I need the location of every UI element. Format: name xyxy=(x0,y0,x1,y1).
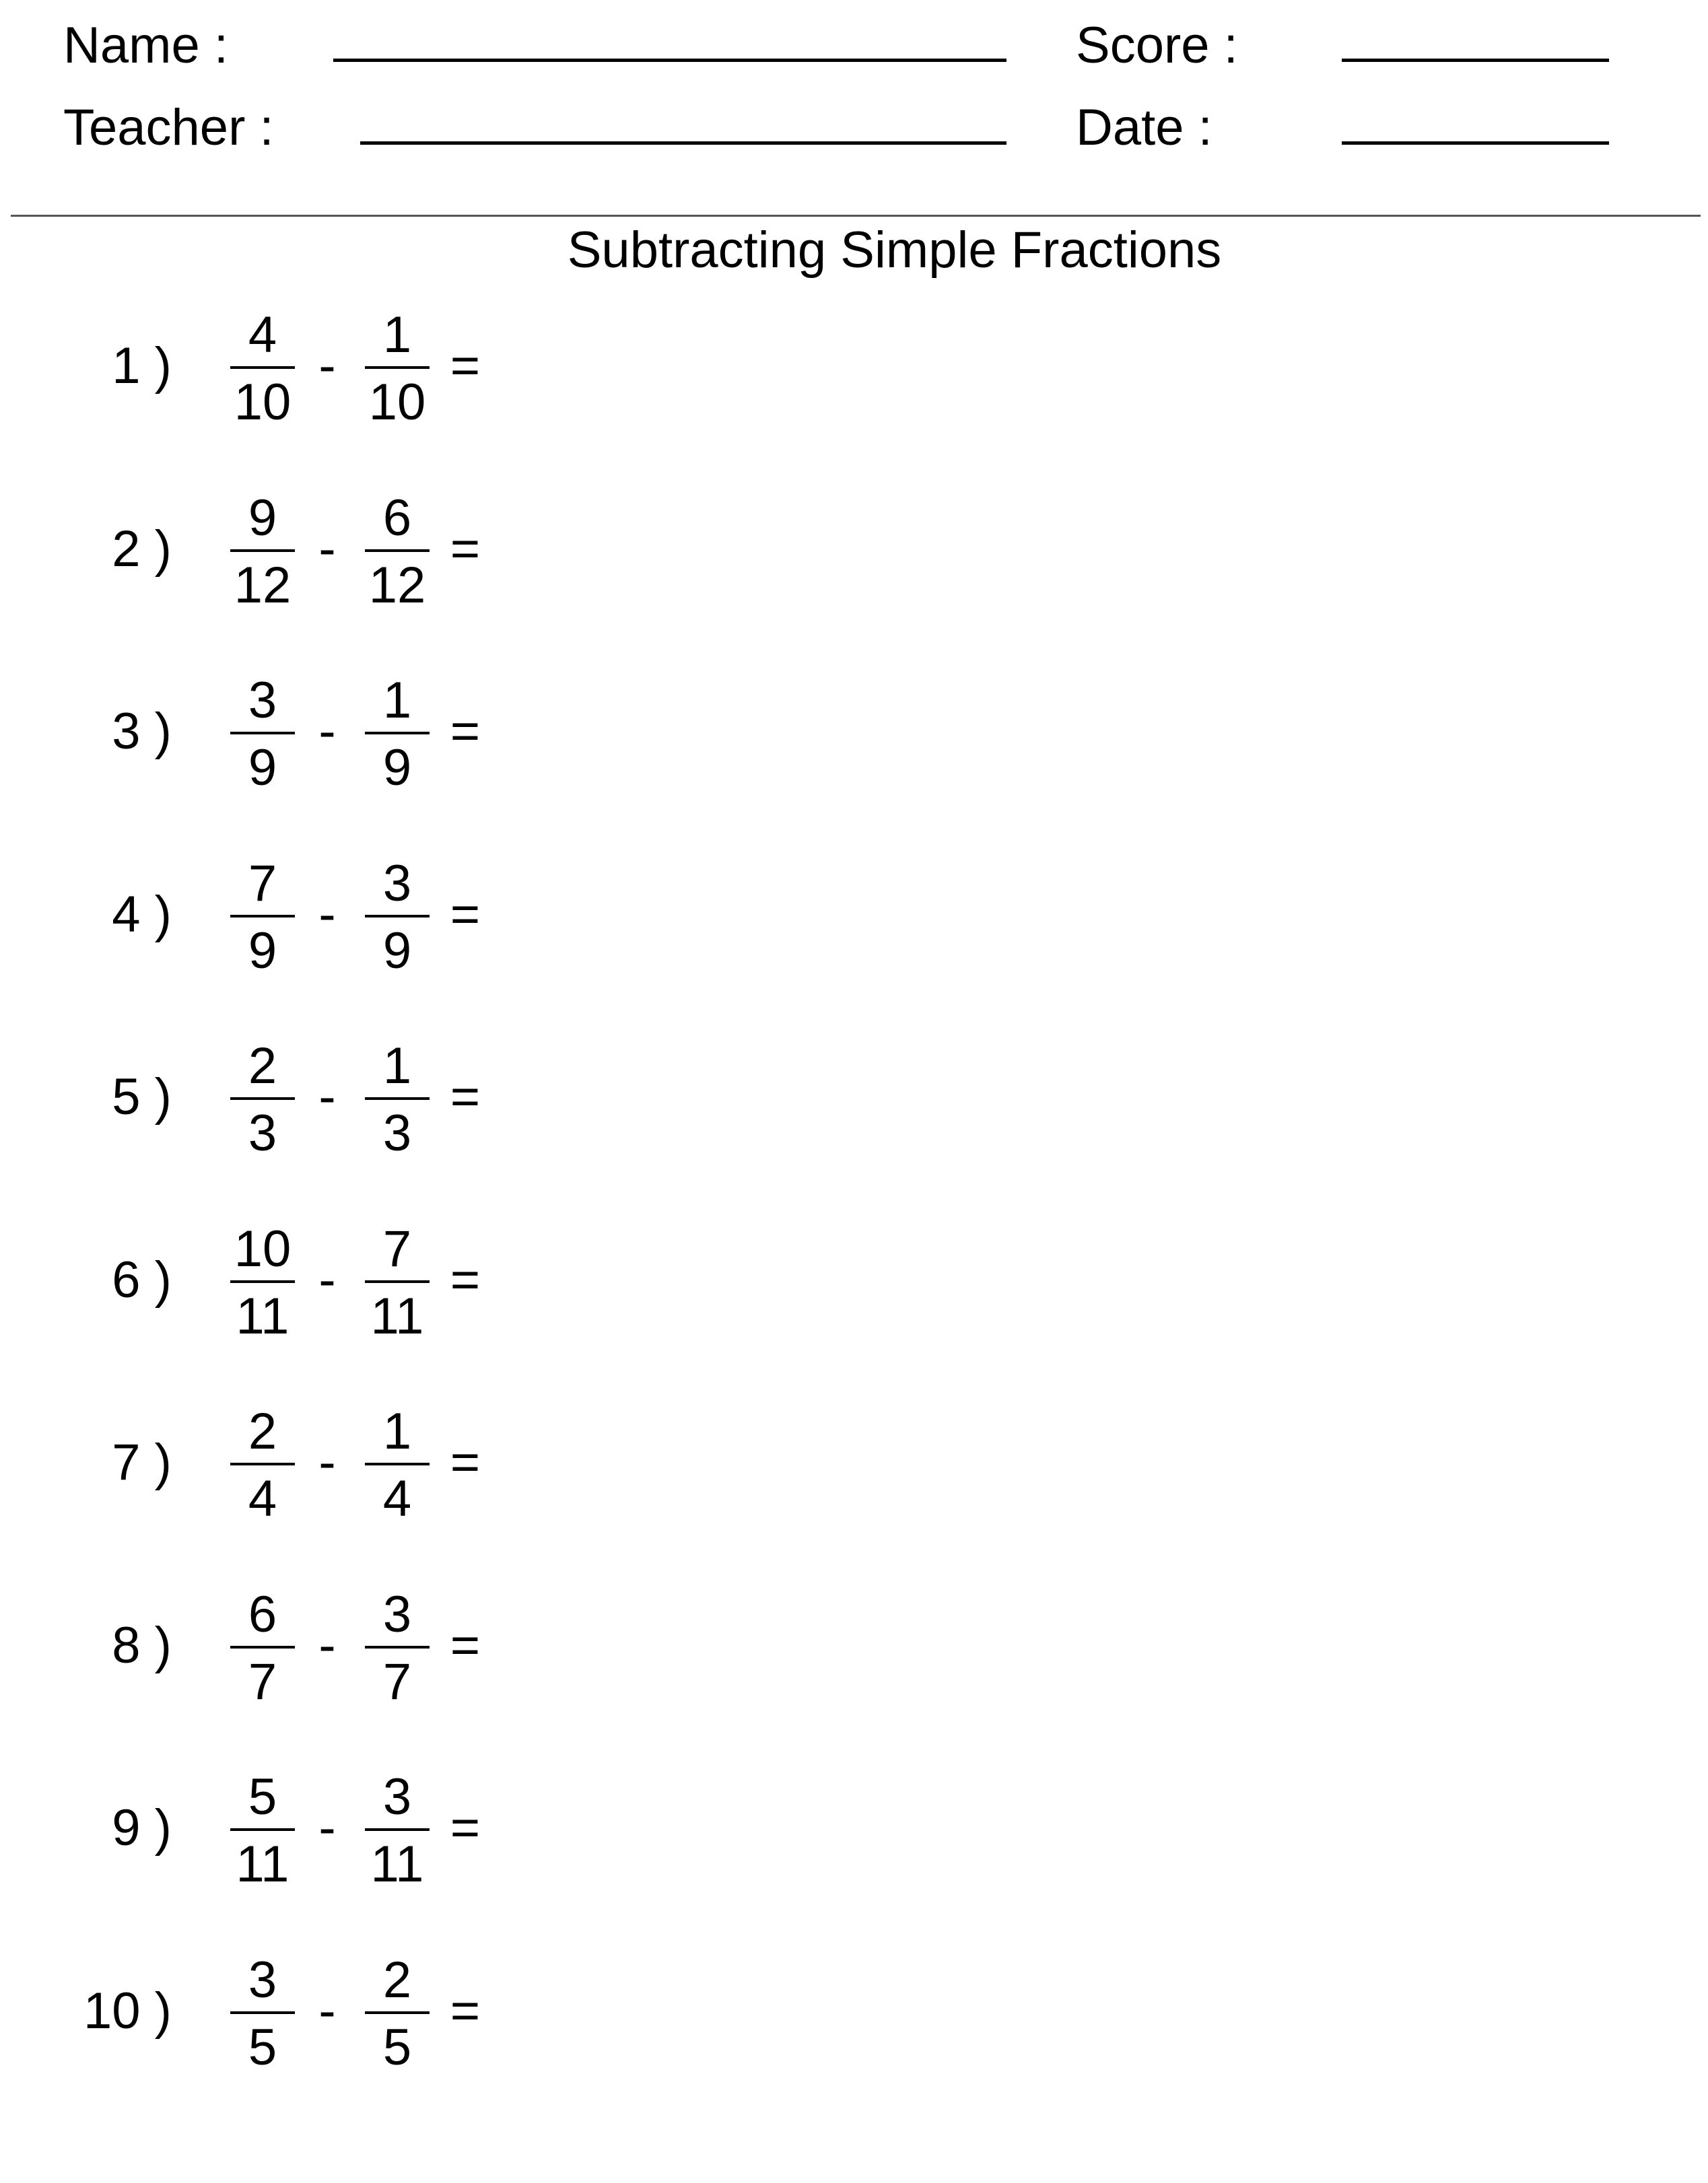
problem-number: 1 ) xyxy=(112,337,172,394)
second-numerator: 2 xyxy=(382,1951,412,2009)
minus-sign: - xyxy=(318,1799,336,1857)
problem-1 xyxy=(0,303,539,438)
minus-sign: - xyxy=(318,1434,336,1491)
first-fraction xyxy=(230,1399,295,1534)
second-fraction-bar xyxy=(365,366,430,369)
equals-sign: = xyxy=(450,1799,481,1857)
first-fraction xyxy=(230,486,295,621)
second-denominator: 11 xyxy=(370,1836,424,1893)
first-fraction-bar xyxy=(230,1097,295,1100)
second-numerator: 3 xyxy=(382,854,412,912)
first-fraction-bar xyxy=(230,1828,295,1831)
header-divider xyxy=(11,215,1701,217)
first-fraction xyxy=(230,303,295,438)
equals-sign: = xyxy=(450,1068,481,1125)
second-denominator: 11 xyxy=(370,1287,424,1345)
problem-2 xyxy=(0,486,539,621)
equals-sign: = xyxy=(450,520,481,578)
teacher-field[interactable] xyxy=(360,141,1006,145)
score-field[interactable] xyxy=(1342,59,1609,62)
problem-number: 8 ) xyxy=(112,1616,172,1674)
second-fraction xyxy=(365,1948,430,2083)
first-numerator: 3 xyxy=(248,672,277,729)
second-denominator: 7 xyxy=(382,1653,412,1710)
problem-8 xyxy=(0,1583,539,1717)
second-denominator: 12 xyxy=(368,556,426,614)
second-fraction-bar xyxy=(365,915,430,917)
first-denominator: 12 xyxy=(234,556,292,614)
problem-number: 6 ) xyxy=(112,1251,172,1309)
first-fraction xyxy=(230,668,295,803)
first-fraction-bar xyxy=(230,1646,295,1649)
minus-sign: - xyxy=(318,1068,336,1125)
second-denominator: 5 xyxy=(382,2018,412,2076)
second-fraction-bar xyxy=(365,1280,430,1283)
first-denominator: 4 xyxy=(248,1470,277,1527)
first-fraction xyxy=(230,1765,295,1900)
second-fraction xyxy=(365,1399,430,1534)
first-fraction-bar xyxy=(230,732,295,734)
second-fraction xyxy=(365,1217,430,1352)
first-numerator: 2 xyxy=(248,1037,277,1095)
second-fraction xyxy=(365,1583,430,1717)
minus-sign: - xyxy=(318,337,336,394)
second-fraction xyxy=(365,486,430,621)
equals-sign: = xyxy=(450,1251,481,1309)
second-numerator: 1 xyxy=(382,1403,412,1460)
second-fraction-bar xyxy=(365,2011,430,2014)
equals-sign: = xyxy=(450,885,481,943)
first-fraction-bar xyxy=(230,1463,295,1465)
second-fraction-bar xyxy=(365,1828,430,1831)
problem-5 xyxy=(0,1034,539,1169)
first-denominator: 11 xyxy=(236,1836,289,1893)
problem-number: 5 ) xyxy=(112,1068,172,1125)
first-fraction xyxy=(230,1034,295,1169)
first-denominator: 7 xyxy=(248,1653,277,1710)
second-fraction xyxy=(365,668,430,803)
problem-4 xyxy=(0,852,539,986)
second-denominator: 9 xyxy=(382,739,412,796)
second-fraction-bar xyxy=(365,549,430,552)
first-fraction-bar xyxy=(230,1280,295,1283)
first-denominator: 3 xyxy=(248,1105,277,1162)
first-numerator: 6 xyxy=(248,1585,277,1643)
date-field[interactable] xyxy=(1342,141,1609,145)
problem-number: 7 ) xyxy=(112,1434,172,1491)
second-fraction xyxy=(365,303,430,438)
second-denominator: 10 xyxy=(368,374,426,431)
first-fraction-bar xyxy=(230,549,295,552)
minus-sign: - xyxy=(318,1982,336,2040)
first-fraction-bar xyxy=(230,915,295,917)
name-label: Name : xyxy=(63,17,228,74)
first-fraction xyxy=(230,1583,295,1717)
minus-sign: - xyxy=(318,520,336,578)
problem-number: 10 ) xyxy=(83,1982,172,2040)
name-field[interactable] xyxy=(333,59,1006,62)
equals-sign: = xyxy=(450,1616,481,1674)
first-denominator: 10 xyxy=(234,374,292,431)
first-denominator: 9 xyxy=(248,922,277,979)
second-numerator: 1 xyxy=(382,306,412,363)
first-denominator: 5 xyxy=(248,2018,277,2076)
first-fraction xyxy=(230,852,295,986)
first-numerator: 5 xyxy=(248,1768,277,1826)
equals-sign: = xyxy=(450,1434,481,1491)
second-fraction-bar xyxy=(365,1463,430,1465)
second-numerator: 1 xyxy=(382,1037,412,1095)
problem-number: 3 ) xyxy=(112,703,172,760)
minus-sign: - xyxy=(318,1616,336,1674)
second-fraction-bar xyxy=(365,732,430,734)
problem-7 xyxy=(0,1399,539,1534)
first-fraction-bar xyxy=(230,2011,295,2014)
equals-sign: = xyxy=(450,703,481,760)
second-fraction-bar xyxy=(365,1646,430,1649)
first-numerator: 9 xyxy=(248,489,277,547)
problem-number: 2 ) xyxy=(112,520,172,578)
second-fraction xyxy=(365,852,430,986)
problem-number: 9 ) xyxy=(112,1799,172,1857)
second-numerator: 3 xyxy=(382,1585,412,1643)
second-numerator: 3 xyxy=(382,1768,412,1826)
minus-sign: - xyxy=(318,885,336,943)
first-fraction xyxy=(230,1948,295,2083)
minus-sign: - xyxy=(318,1251,336,1309)
first-numerator: 2 xyxy=(248,1403,277,1460)
equals-sign: = xyxy=(450,337,481,394)
problem-number: 4 ) xyxy=(112,885,172,943)
minus-sign: - xyxy=(318,703,336,760)
worksheet-title: Subtracting Simple Fractions xyxy=(567,221,1222,279)
first-denominator: 11 xyxy=(236,1287,289,1345)
problem-9 xyxy=(0,1765,539,1900)
teacher-label: Teacher : xyxy=(63,99,274,156)
second-numerator: 7 xyxy=(382,1220,412,1278)
first-fraction-bar xyxy=(230,366,295,369)
first-fraction xyxy=(230,1217,295,1352)
first-numerator: 4 xyxy=(248,306,277,363)
first-denominator: 9 xyxy=(248,739,277,796)
score-label: Score : xyxy=(1076,17,1238,74)
first-numerator: 10 xyxy=(234,1220,292,1278)
second-numerator: 1 xyxy=(382,672,412,729)
problem-6 xyxy=(0,1217,539,1352)
problem-10 xyxy=(0,1948,539,2083)
date-label: Date : xyxy=(1076,99,1212,156)
problem-3 xyxy=(0,668,539,803)
second-fraction-bar xyxy=(365,1097,430,1100)
second-fraction xyxy=(365,1765,430,1900)
first-numerator: 7 xyxy=(248,854,277,912)
first-numerator: 3 xyxy=(248,1951,277,2009)
second-denominator: 4 xyxy=(382,1470,412,1527)
second-fraction xyxy=(365,1034,430,1169)
equals-sign: = xyxy=(450,1982,481,2040)
second-denominator: 3 xyxy=(382,1105,412,1162)
second-numerator: 6 xyxy=(382,489,412,547)
second-denominator: 9 xyxy=(382,922,412,979)
